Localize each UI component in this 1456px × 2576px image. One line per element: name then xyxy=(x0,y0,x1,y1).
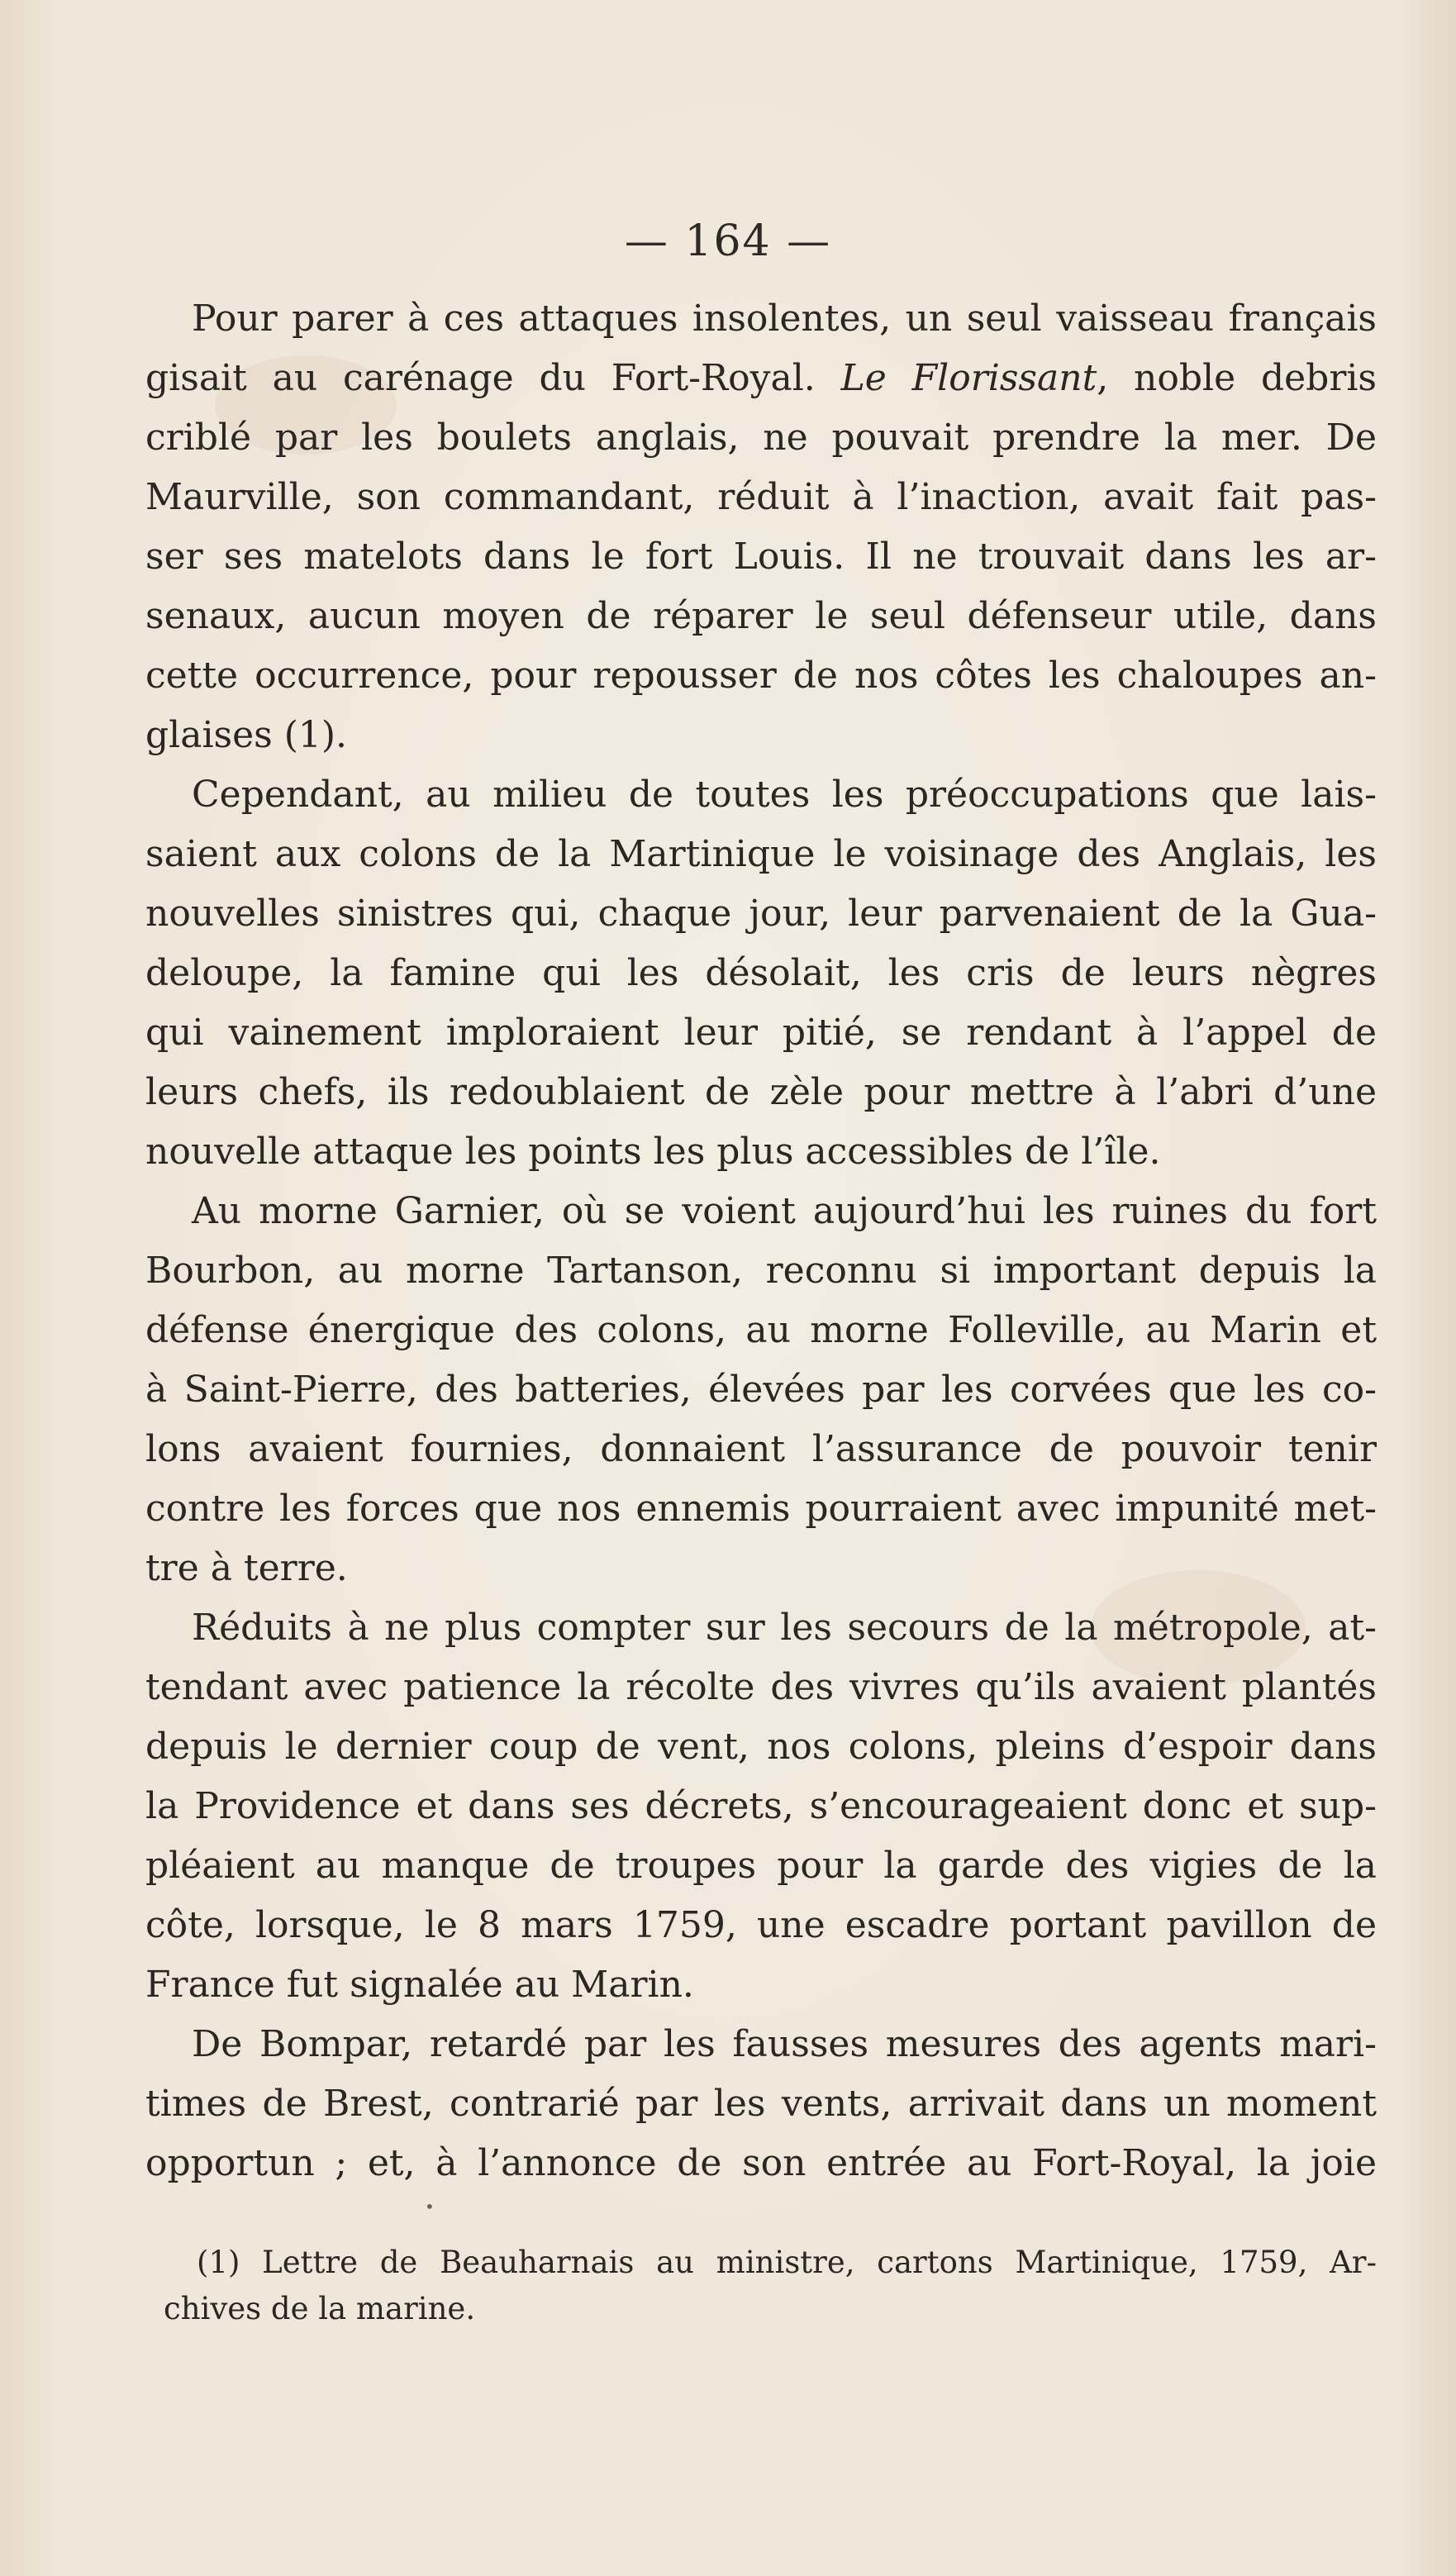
text-line: ser ses matelots dans le fort Louis. Il ne trouvait dans les ar- xyxy=(145,536,1377,578)
body-text xyxy=(145,289,1377,2193)
page-number: — 164 — xyxy=(624,217,832,266)
footnote xyxy=(164,2240,1377,2332)
text-line: leurs chefs, ils redoublaient de zèle pour mettre à l’abri d’une xyxy=(145,1071,1377,1113)
text-line: nouvelle attaque les points les plus accessibles de l’île. xyxy=(145,1131,1161,1173)
text-line: qui vainement imploraient leur pitié, se rendant à l’appel de xyxy=(145,1012,1377,1054)
text-line: opportun ; et, à l’annonce de son entrée au Fort-Royal, la joie xyxy=(145,2142,1377,2184)
footnote-line: (1) Lettre de Beauharnais au ministre, cartons Martinique, 1759, Ar- xyxy=(197,2245,1377,2280)
text-line: De Bompar, retardé par les fausses mesures des agents mari- xyxy=(192,2023,1377,2065)
text-line: tendant avec patience la récolte des vivres qu’ils avaient plantés xyxy=(145,1666,1377,1708)
ship-name: Le Florissant xyxy=(840,357,1097,399)
text-line: côte, lorsque, le 8 mars 1759, une escadre portant pavillon de xyxy=(145,1904,1377,1946)
text-line: Cependant, au milieu de toutes les préoccupations que lais- xyxy=(192,774,1377,816)
text-line: la Providence et dans ses décrets, s’encourageaient donc et sup- xyxy=(145,1785,1377,1827)
text-line: gisait au carénage du Fort-Royal. Le Florissant, noble debris xyxy=(145,357,1377,399)
text-line: senaux, aucun moyen de réparer le seul défenseur utile, dans xyxy=(145,595,1377,637)
footnote-line: chives de la marine. xyxy=(164,2291,476,2326)
text-line: Bourbon, au morne Tartanson, reconnu si important depuis la xyxy=(145,1250,1377,1292)
text-line: défense énergique des colons, au morne Folleville, au Marin et xyxy=(145,1309,1377,1351)
text-line: deloupe, la famine qui les désolait, les cris de leurs nègres xyxy=(145,952,1377,994)
text-line: Pour parer à ces attaques insolentes, un seul vaisseau français xyxy=(192,298,1377,340)
text-line: times de Brest, contrarié par les vents, arrivait dans un moment xyxy=(145,2083,1377,2125)
text-line: tre à terre. xyxy=(145,1547,348,1589)
text-line: Maurville, son commandant, réduit à l’inaction, avait fait pas- xyxy=(145,476,1377,518)
text-line: à Saint-Pierre, des batteries, élevées par les corvées que les co- xyxy=(145,1369,1377,1411)
footnote-mark: • xyxy=(425,2197,435,2217)
text-line: lons avaient fournies, donnaient l’assurance de pouvoir tenir xyxy=(145,1428,1377,1470)
text-line: Au morne Garnier, où se voient aujourd’hui les ruines du fort xyxy=(192,1190,1377,1232)
text-line: Réduits à ne plus compter sur les secours de la métropole, at- xyxy=(192,1607,1377,1649)
text-line: contre les forces que nos ennemis pourraient avec impunité met- xyxy=(145,1488,1377,1530)
text-line: saient aux colons de la Martinique le voisinage des Anglais, les xyxy=(145,833,1377,875)
text-line: pléaient au manque de troupes pour la garde des vigies de la xyxy=(145,1845,1377,1887)
text-line: France fut signalée au Marin. xyxy=(145,1964,694,2006)
text-line: glaises (1). xyxy=(145,714,348,756)
text-line: criblé par les boulets anglais, ne pouvait prendre la mer. De xyxy=(145,417,1377,459)
text-line: nouvelles sinistres qui, chaque jour, leur parvenaient de la Gua- xyxy=(145,893,1377,935)
text-line: depuis le dernier coup de vent, nos colons, pleins d’espoir dans xyxy=(145,1726,1377,1768)
text-line: cette occurrence, pour repousser de nos côtes les chaloupes an- xyxy=(145,655,1377,697)
